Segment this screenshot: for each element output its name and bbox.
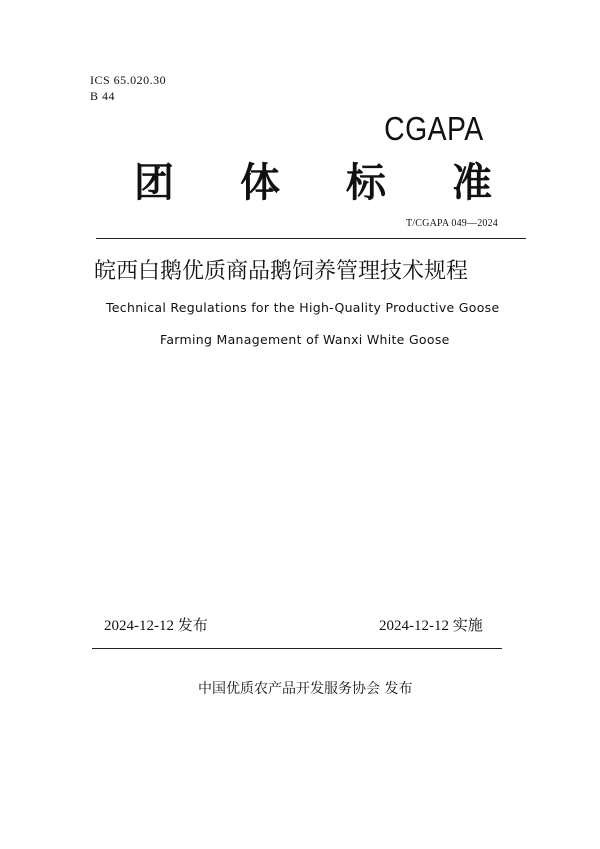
standard-type-char: 团 [134,160,174,206]
standard-type-char: 标 [346,160,386,206]
standard-type-char: 体 [240,160,280,206]
standard-type-char: 准 [452,160,492,206]
classification-codes [90,72,166,104]
organization-code: CGAPA [384,110,484,147]
top-divider [96,238,526,239]
title-english-line-2: Farming Management of Wanxi White Goose [160,332,450,347]
implement-date: 2024-12-12 实施 [379,618,483,634]
bottom-divider [92,648,502,649]
ics-code: ICS 65.020.30 [90,73,167,87]
publisher: 中国优质农产品开发服务协会 发布 [198,681,413,697]
publish-date: 2024-12-12 发布 [104,618,208,634]
standard-number: T/CGAPA 049—2024 [405,218,498,229]
title-english-line-1: Technical Regulations for the High-Quality Productive Goose [106,300,500,315]
title-chinese: 皖西白鹅优质商品鹅饲养管理技术规程 [94,259,469,284]
ccs-code: B 44 [90,89,116,103]
standard-type-heading [134,158,492,208]
